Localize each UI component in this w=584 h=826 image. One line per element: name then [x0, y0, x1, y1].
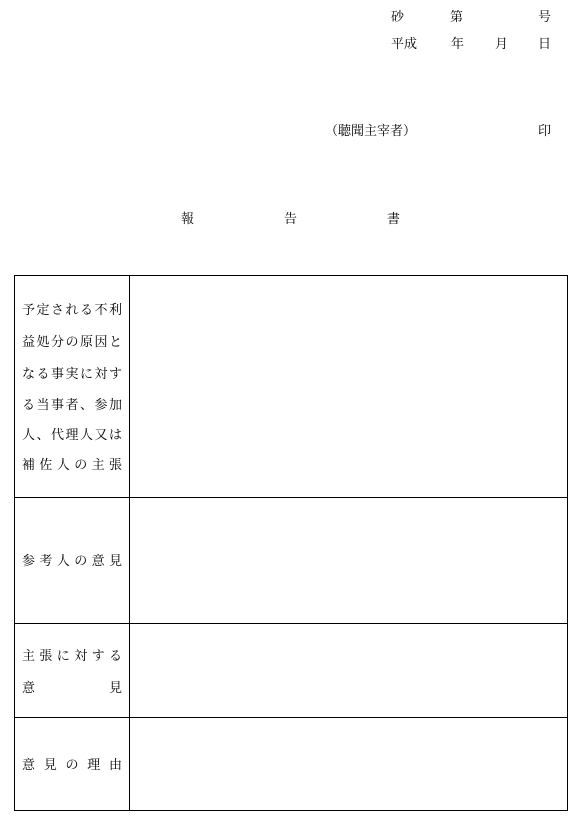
table-row	[15, 498, 567, 624]
row-label-claims	[15, 276, 130, 497]
label-char: 見	[108, 681, 122, 696]
number-suffix: 号	[538, 10, 552, 25]
label-line: 益処分の原因と	[22, 335, 124, 350]
label-line: 予定される不利	[22, 303, 124, 318]
row-label-witness-opinion	[15, 498, 130, 623]
report-table	[14, 275, 568, 811]
label-line-spread	[22, 682, 122, 695]
year-label: 年	[451, 37, 465, 52]
table-row	[15, 276, 567, 498]
day-label: 日	[538, 37, 552, 52]
label-line: なる事実に対す	[22, 367, 124, 382]
document-title-char: 告	[284, 212, 298, 227]
table-row	[15, 624, 567, 718]
presider-label: （聴聞主宰者）	[325, 124, 417, 139]
document-title-char: 書	[387, 212, 401, 227]
table-row	[15, 718, 567, 811]
document-title-char: 報	[181, 212, 195, 227]
row-label-opinion-on-claims	[15, 624, 130, 717]
era-name: 平成	[391, 37, 418, 52]
label-line: 人、代理人又は	[22, 428, 124, 443]
seal-mark: 印	[538, 124, 552, 139]
number-prefix: 第	[450, 10, 464, 25]
row-value-claims[interactable]	[130, 276, 567, 497]
label-line: 主張に対する	[22, 649, 127, 664]
label-line: 補佐人の主張	[22, 458, 127, 473]
label-line: 参考人の意見	[22, 554, 127, 569]
label-line: 意見の理由	[22, 758, 131, 773]
row-value-reason[interactable]	[130, 718, 567, 811]
office-prefix: 砂	[391, 10, 405, 25]
month-label: 月	[495, 37, 509, 52]
label-line: る当事者、参加	[22, 398, 124, 413]
row-label-reason	[15, 718, 130, 811]
row-value-opinion-on-claims[interactable]	[130, 624, 567, 717]
label-char: 意	[22, 681, 36, 696]
row-value-witness-opinion[interactable]	[130, 498, 567, 623]
